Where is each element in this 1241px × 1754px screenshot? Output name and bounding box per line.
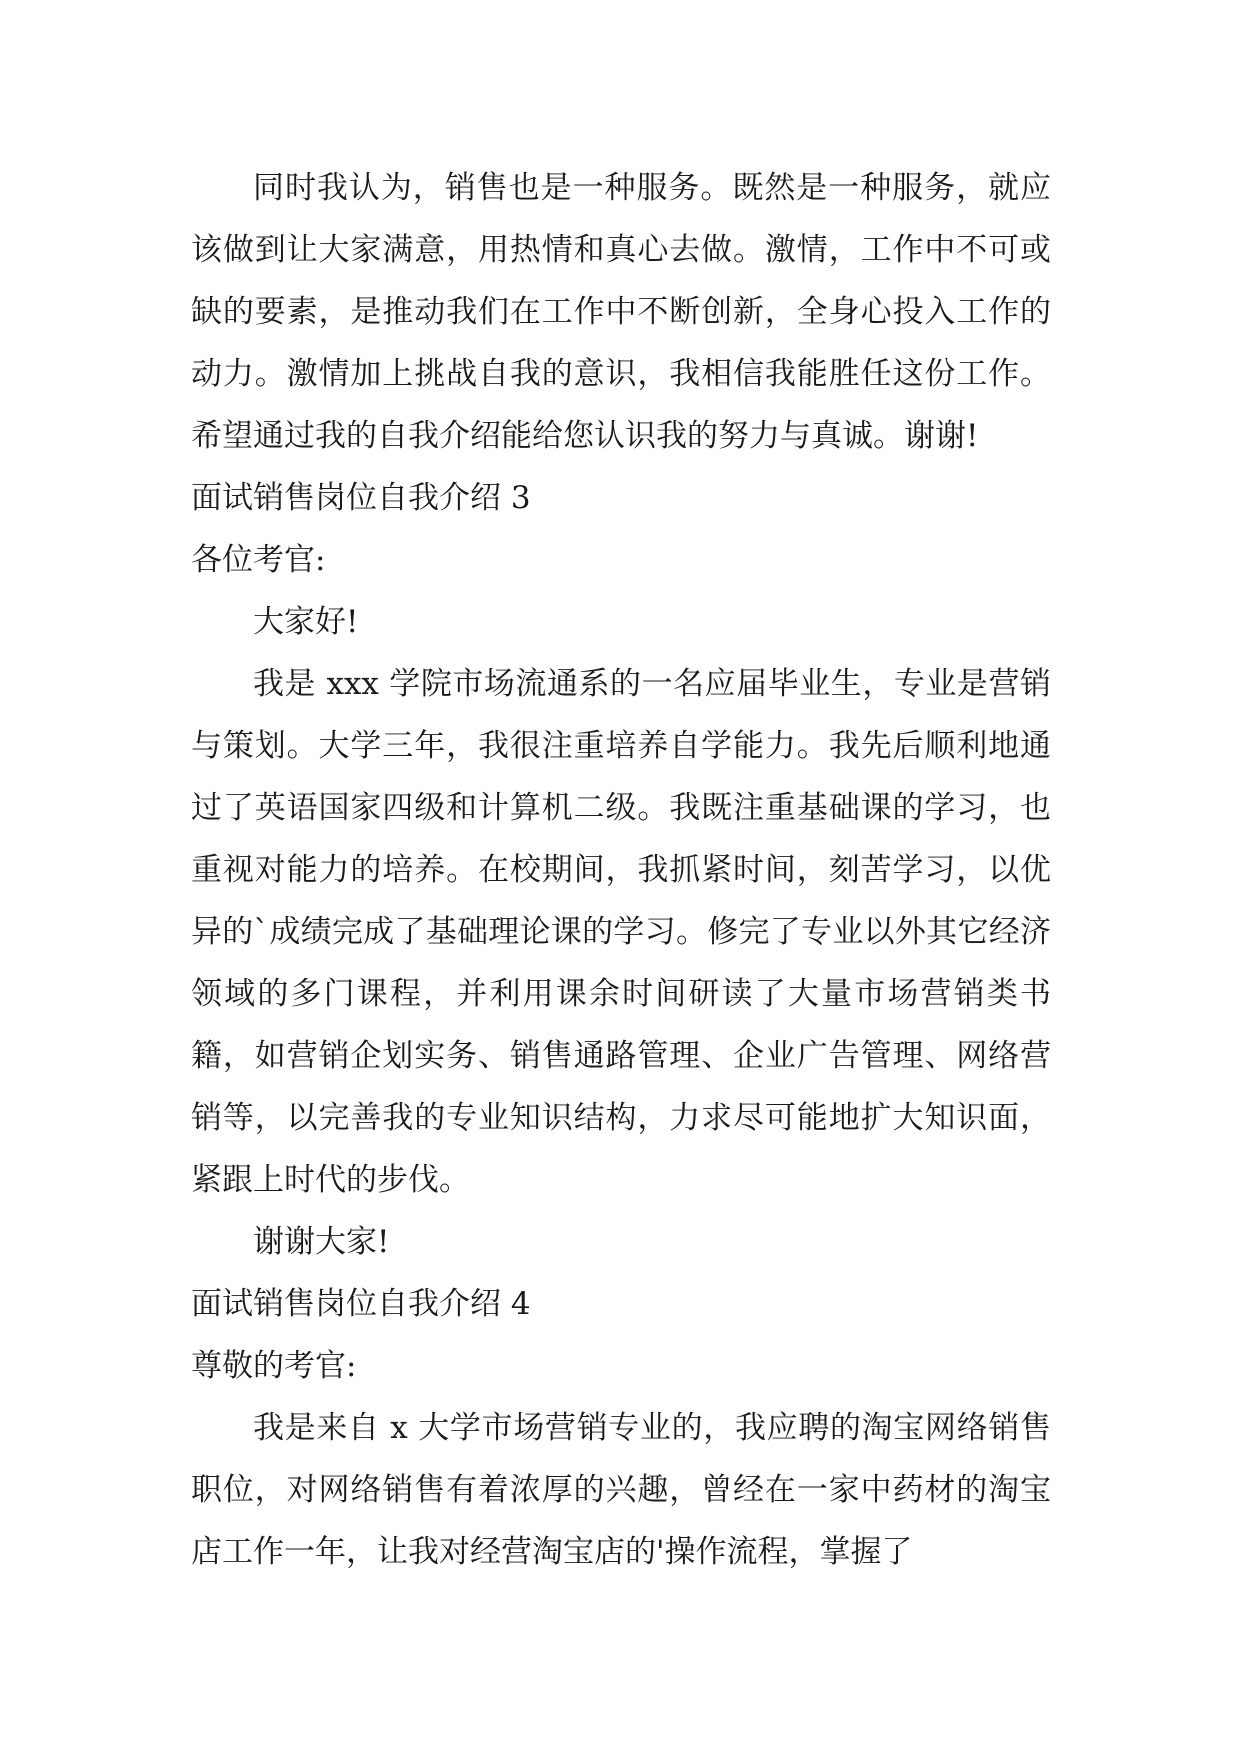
salutation-3: 各位考官:: [191, 542, 326, 578]
document-body: [191, 157, 1051, 1583]
greeting-3: 大家好!: [253, 604, 359, 640]
paragraph-introduction-3: 我是 xxx 学院市场流通系的一名应届毕业生，专业是营销与策划。大学三年，我很注重培养自学能力。我先后顺利地通过了英语国家四级和计算机二级。我既注重基础课的学习，也重视对能力的培养。在校期间，我抓紧时间，刻苦学习，以优异的`成绩完成了基础理论课的学习。修完了专业以外其它经济领域的多门课程，并利用课余时间研读了大量市场营销类书籍，如营销企划实务、销售通路管理、企业广告管理、网络营销等，以完善我的专业知识结构，力求尽可能地扩大知识面，紧跟上时代的步伐。: [191, 666, 1051, 1198]
section-heading-3: 面试销售岗位自我介绍 3: [191, 480, 531, 516]
thanks-3: 谢谢大家!: [253, 1224, 390, 1260]
paragraph-closing-statement: 同时我认为，销售也是一种服务。既然是一种服务，就应该做到让大家满意，用热情和真心去做。激情，工作中不可或缺的要素，是推动我们在工作中不断创新，全身心投入工作的动力。激情加上挑战自我的意识，我相信我能胜任这份工作。希望通过我的自我介绍能给您认识我的努力与真诚。谢谢!: [191, 170, 1051, 454]
paragraph-introduction-4: 我是来自 x 大学市场营销专业的，我应聘的淘宝网络销售职位，对网络销售有着浓厚的兴趣，曾经在一家中药材的淘宝店工作一年，让我对经营淘宝店的'操作流程，掌握了: [191, 1410, 1051, 1570]
section-heading-4: 面试销售岗位自我介绍 4: [191, 1286, 531, 1322]
salutation-4: 尊敬的考官:: [191, 1348, 357, 1384]
